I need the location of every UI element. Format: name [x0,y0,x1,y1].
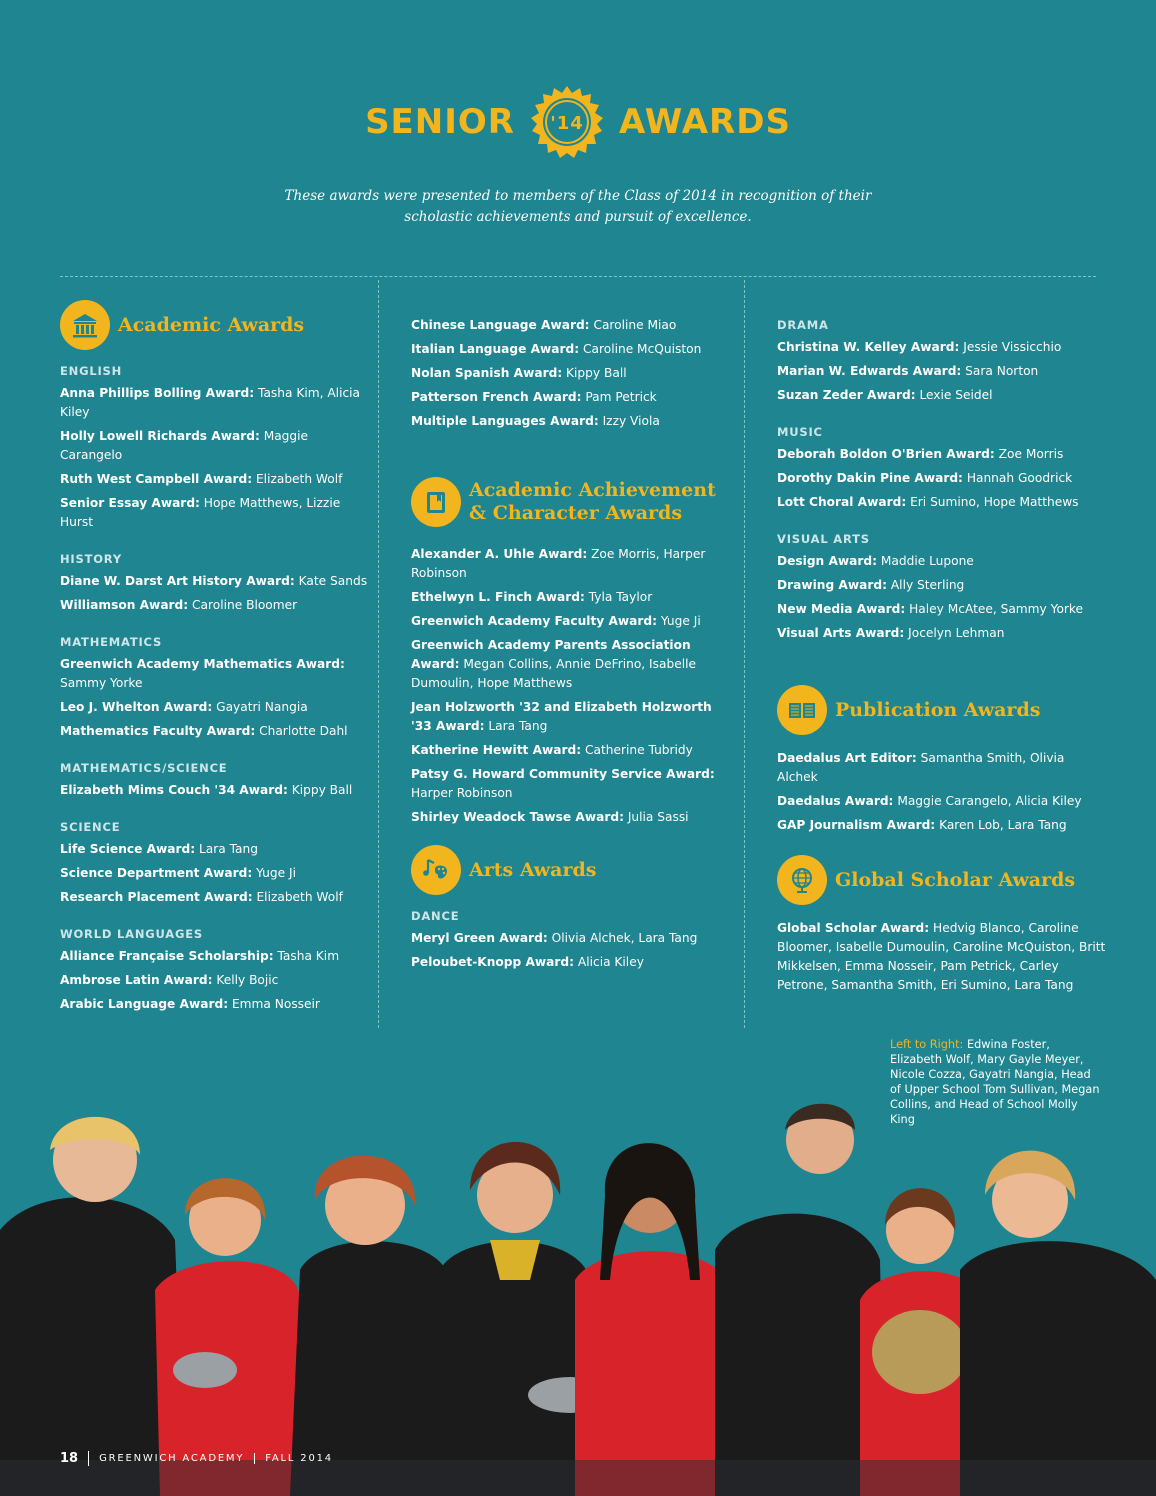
recipient-names: Charlotte Dahl [259,724,348,738]
page-footer [60,1440,333,1476]
seal-year: '14 [550,113,584,134]
publication-awards-list [777,749,1107,835]
award-entry [411,364,731,383]
award-name: Ruth West Campbell Award: [60,472,253,486]
award-entry [777,338,1107,357]
book-icon [411,477,461,527]
academic-groups [60,364,370,1014]
award-name: Ambrose Latin Award: [60,973,213,987]
recipient-names: Lexie Seidel [919,388,993,402]
award-entry [411,808,731,827]
award-entry [777,469,1107,488]
category-heading: MATHEMATICS [60,635,163,649]
global-awards-list [777,919,1107,995]
recipient-names: Caroline Miao [593,318,677,332]
award-entry [411,698,731,736]
recipient-names: Catherine Tubridy [585,743,693,757]
award-name: Deborah Boldon O'Brien Award: [777,447,995,461]
award-entry [777,386,1107,405]
award-entry [777,792,1107,811]
award-name: New Media Award: [777,602,906,616]
award-entry [777,919,1107,995]
section-global-scholar-awards [777,855,1107,905]
award-name: Daedalus Art Editor: [777,751,917,765]
section-academic-awards [60,300,370,350]
recipient-names: Sammy Yorke [60,676,143,690]
award-name: Senior Essay Award: [60,496,200,510]
recipient-names: Maddie Lupone [880,554,974,568]
award-entry [411,612,731,631]
section-title: Global Scholar Awards [835,868,1076,891]
recipient-names: Pam Petrick [585,390,657,404]
award-name: Marian W. Edwards Award: [777,364,962,378]
recipient-names: Kelly Bojic [216,973,279,987]
section-title: Academic Awards [118,313,305,336]
award-entry [60,384,370,422]
recipient-names: Izzy Viola [602,414,660,428]
award-entry [777,445,1107,464]
recipient-names: Olivia Alchek, Lara Tang [551,931,698,945]
caption-text: Edwina Foster, Elizabeth Wolf, Mary Gayle Meyer, Nicole Cozza, Gayatri Nangia, Head of Upper School Tom Sullivan, Megan Collins, and Head of School Molly King [890,1038,1100,1126]
award-name: Drawing Award: [777,578,887,592]
section-publication-awards [777,685,1107,735]
category-heading: ENGLISH [60,364,123,378]
recipient-names: Haley McAtee, Sammy Yorke [909,602,1084,616]
award-name: Greenwich Academy Faculty Award: [411,614,658,628]
award-name: Alexander A. Uhle Award: [411,547,588,561]
award-name: Suzan Zeder Award: [777,388,916,402]
recipient-names: Zoe Morris [998,447,1064,461]
award-name: Visual Arts Award: [777,626,905,640]
award-name: Jean Holzworth '32 and Elizabeth Holzworth '33 Award: [411,700,712,733]
recipient-names: Tasha Kim, Alicia Kiley [60,386,361,419]
award-name: Science Department Award: [60,866,253,880]
recipient-names: Yuge Ji [660,614,701,628]
recipient-names: Eri Sumino, Hope Matthews [910,495,1079,509]
award-entry [411,412,731,431]
award-entry [60,494,370,532]
award-name: Design Award: [777,554,877,568]
category-heading: WORLD LANGUAGES [60,927,203,941]
divider-vertical-1 [378,280,379,1028]
award-entry [60,781,370,800]
award-name: Mathematics Faculty Award: [60,724,256,738]
section-title: Publication Awards [835,698,1041,721]
award-entry [60,947,370,966]
award-entry [411,588,731,607]
recipient-names: Maggie Carangelo [60,429,309,462]
award-name: Peloubet-Knopp Award: [411,955,575,969]
award-entry [60,655,370,693]
award-entry [411,636,731,693]
award-name: Patsy G. Howard Community Service Award: [411,767,715,781]
award-name: Shirley Weadock Tawse Award: [411,810,624,824]
award-name: Christina W. Kelley Award: [777,340,960,354]
award-name: Chinese Language Award: [411,318,590,332]
recipient-names: Kippy Ball [566,366,627,380]
award-entry [60,995,370,1014]
title-left: SENIOR [365,102,515,142]
divider-horizontal [60,276,1096,277]
category-dance: DANCE [411,909,460,923]
recipient-names: Megan Collins, Annie DeFrino, Isabelle Dumoulin, Hope Matthews [411,657,696,690]
publication-name: GREENWICH ACADEMY [89,1453,255,1464]
category-heading: MUSIC [777,425,823,439]
award-entry [777,576,1107,595]
recipient-names: Julia Sassi [627,810,689,824]
award-name: Diane W. Darst Art History Award: [60,574,295,588]
award-entry [777,552,1107,571]
recipient-names: Sara Norton [965,364,1039,378]
category-heading: DRAMA [777,318,829,332]
award-name: Lott Choral Award: [777,495,907,509]
award-entry [777,624,1107,643]
award-entry [411,316,731,335]
recipient-names: Elizabeth Wolf [256,890,343,904]
title-right: AWARDS [618,102,791,142]
award-name: Williamson Award: [60,598,189,612]
award-name: Greenwich Academy Mathematics Award: [60,657,345,671]
award-name: Katherine Hewitt Award: [411,743,582,757]
recipient-names: Ally Sterling [890,578,965,592]
award-entry [60,864,370,883]
column-1 [60,300,370,1019]
recipient-names: Kate Sands [298,574,368,588]
arts-groups [777,318,1107,643]
recipient-names: Tyla Taylor [588,590,653,604]
award-entry [60,470,370,489]
award-entry [411,545,731,583]
column-3 [777,300,1107,1000]
award-entry [411,388,731,407]
award-name: Greenwich Academy Parents Association Award: [411,638,691,671]
recipient-names: Maggie Carangelo, Alicia Kiley [897,794,1082,808]
award-entry [60,722,370,741]
award-name: Research Placement Award: [60,890,253,904]
category-heading: VISUAL ARTS [777,532,870,546]
award-entry [411,340,731,359]
page-title [0,84,1156,160]
award-entry [60,840,370,859]
divider-vertical-2 [744,280,745,1028]
award-name: Italian Language Award: [411,342,580,356]
recipient-names: Kippy Ball [291,783,353,797]
award-name: Patterson French Award: [411,390,582,404]
group-photo [0,1080,1156,1496]
award-name: Leo J. Whelton Award: [60,700,213,714]
building-icon [60,300,110,350]
award-entry [777,362,1107,381]
caption-lead: Left to Right: [890,1038,964,1051]
award-entry [60,572,370,591]
award-entry [411,929,731,948]
award-name: Holly Lowell Richards Award: [60,429,260,443]
award-entry [411,953,731,972]
recipient-names: Samantha Smith, Olivia Alchek [777,751,1065,784]
category-heading: HISTORY [60,552,122,566]
recipient-names: Hedvig Blanco, Caroline Bloomer, Isabelle Dumoulin, Caroline McQuiston, Britt Mikkelsen, Emma Nosseir, Pam Petrick, Carley Petrone, Samantha Smith, Eri Sumino, Lara Tang [777,921,1106,992]
category-heading: SCIENCE [60,820,121,834]
recipient-names: Elizabeth Wolf [255,472,343,486]
award-name: Dorothy Dakin Pine Award: [777,471,963,485]
award-entry [777,816,1107,835]
section-arts-awards [411,845,731,895]
achievement-awards-list [411,545,731,827]
award-entry [60,596,370,615]
award-name: Meryl Green Award: [411,931,548,945]
award-entry [60,971,370,990]
category-heading: MATHEMATICS/SCIENCE [60,761,228,775]
section-title [469,479,716,525]
recipient-names: Zoe Morris, Harper Robinson [411,547,706,580]
recipient-names: Caroline McQuiston [583,342,702,356]
open-book-icon [777,685,827,735]
intro-text [0,186,1156,228]
award-name: Alliance Française Scholarship: [60,949,274,963]
recipient-names: Caroline Bloomer [192,598,298,612]
award-entry [60,888,370,907]
award-entry [411,765,731,803]
recipient-names: Tasha Kim [277,949,340,963]
music-palette-icon [411,845,461,895]
recipient-names: Gayatri Nangia [216,700,308,714]
recipient-names: Yuge Ji [256,866,296,880]
recipient-names: Lara Tang [488,719,548,733]
section-title-line-2: & Character Awards [469,502,683,524]
section-achievement-awards [411,477,731,527]
award-name: Life Science Award: [60,842,196,856]
intro-line-2: scholastic achievements and pursuit of excellence. [404,209,752,225]
page-number: 18 [60,1451,89,1466]
issue-label: FALL 2014 [265,1452,333,1464]
intro-line-1: These awards were presented to members of the Class of 2014 in recognition of their [284,188,872,204]
recipient-names: Jessie Vissicchio [963,340,1062,354]
recipient-names: Harper Robinson [411,786,513,800]
award-entry [777,749,1107,787]
award-name: Nolan Spanish Award: [411,366,563,380]
arts-awards-list [411,929,731,972]
award-name: Arabic Language Award: [60,997,229,1011]
recipient-names: Lara Tang [199,842,258,856]
recipient-names: Jocelyn Lehman [908,626,1005,640]
award-entry [60,698,370,717]
award-entry [60,427,370,465]
award-name: Anna Phillips Bolling Award: [60,386,255,400]
award-name: Ethelwyn L. Finch Award: [411,590,585,604]
recipient-names: Hope Matthews, Lizzie Hurst [60,496,341,529]
section-title-line-1: Academic Achievement [469,479,716,501]
globe-icon [777,855,827,905]
award-name: Multiple Languages Award: [411,414,599,428]
recipient-names: Alicia Kiley [577,955,644,969]
recipient-names: Karen Lob, Lara Tang [939,818,1067,832]
recipient-names: Hannah Goodrick [966,471,1073,485]
language-awards-list [411,316,731,431]
award-entry [777,600,1107,619]
award-name: Elizabeth Mims Couch '34 Award: [60,783,288,797]
award-entry [777,493,1107,512]
award-name: Global Scholar Award: [777,921,930,935]
column-2 [411,300,731,977]
recipient-names: Emma Nosseir [231,997,320,1011]
section-title: Arts Awards [469,858,597,881]
award-name: GAP Journalism Award: [777,818,936,832]
award-entry [411,741,731,760]
seal-icon [529,84,605,160]
award-name: Daedalus Award: [777,794,894,808]
